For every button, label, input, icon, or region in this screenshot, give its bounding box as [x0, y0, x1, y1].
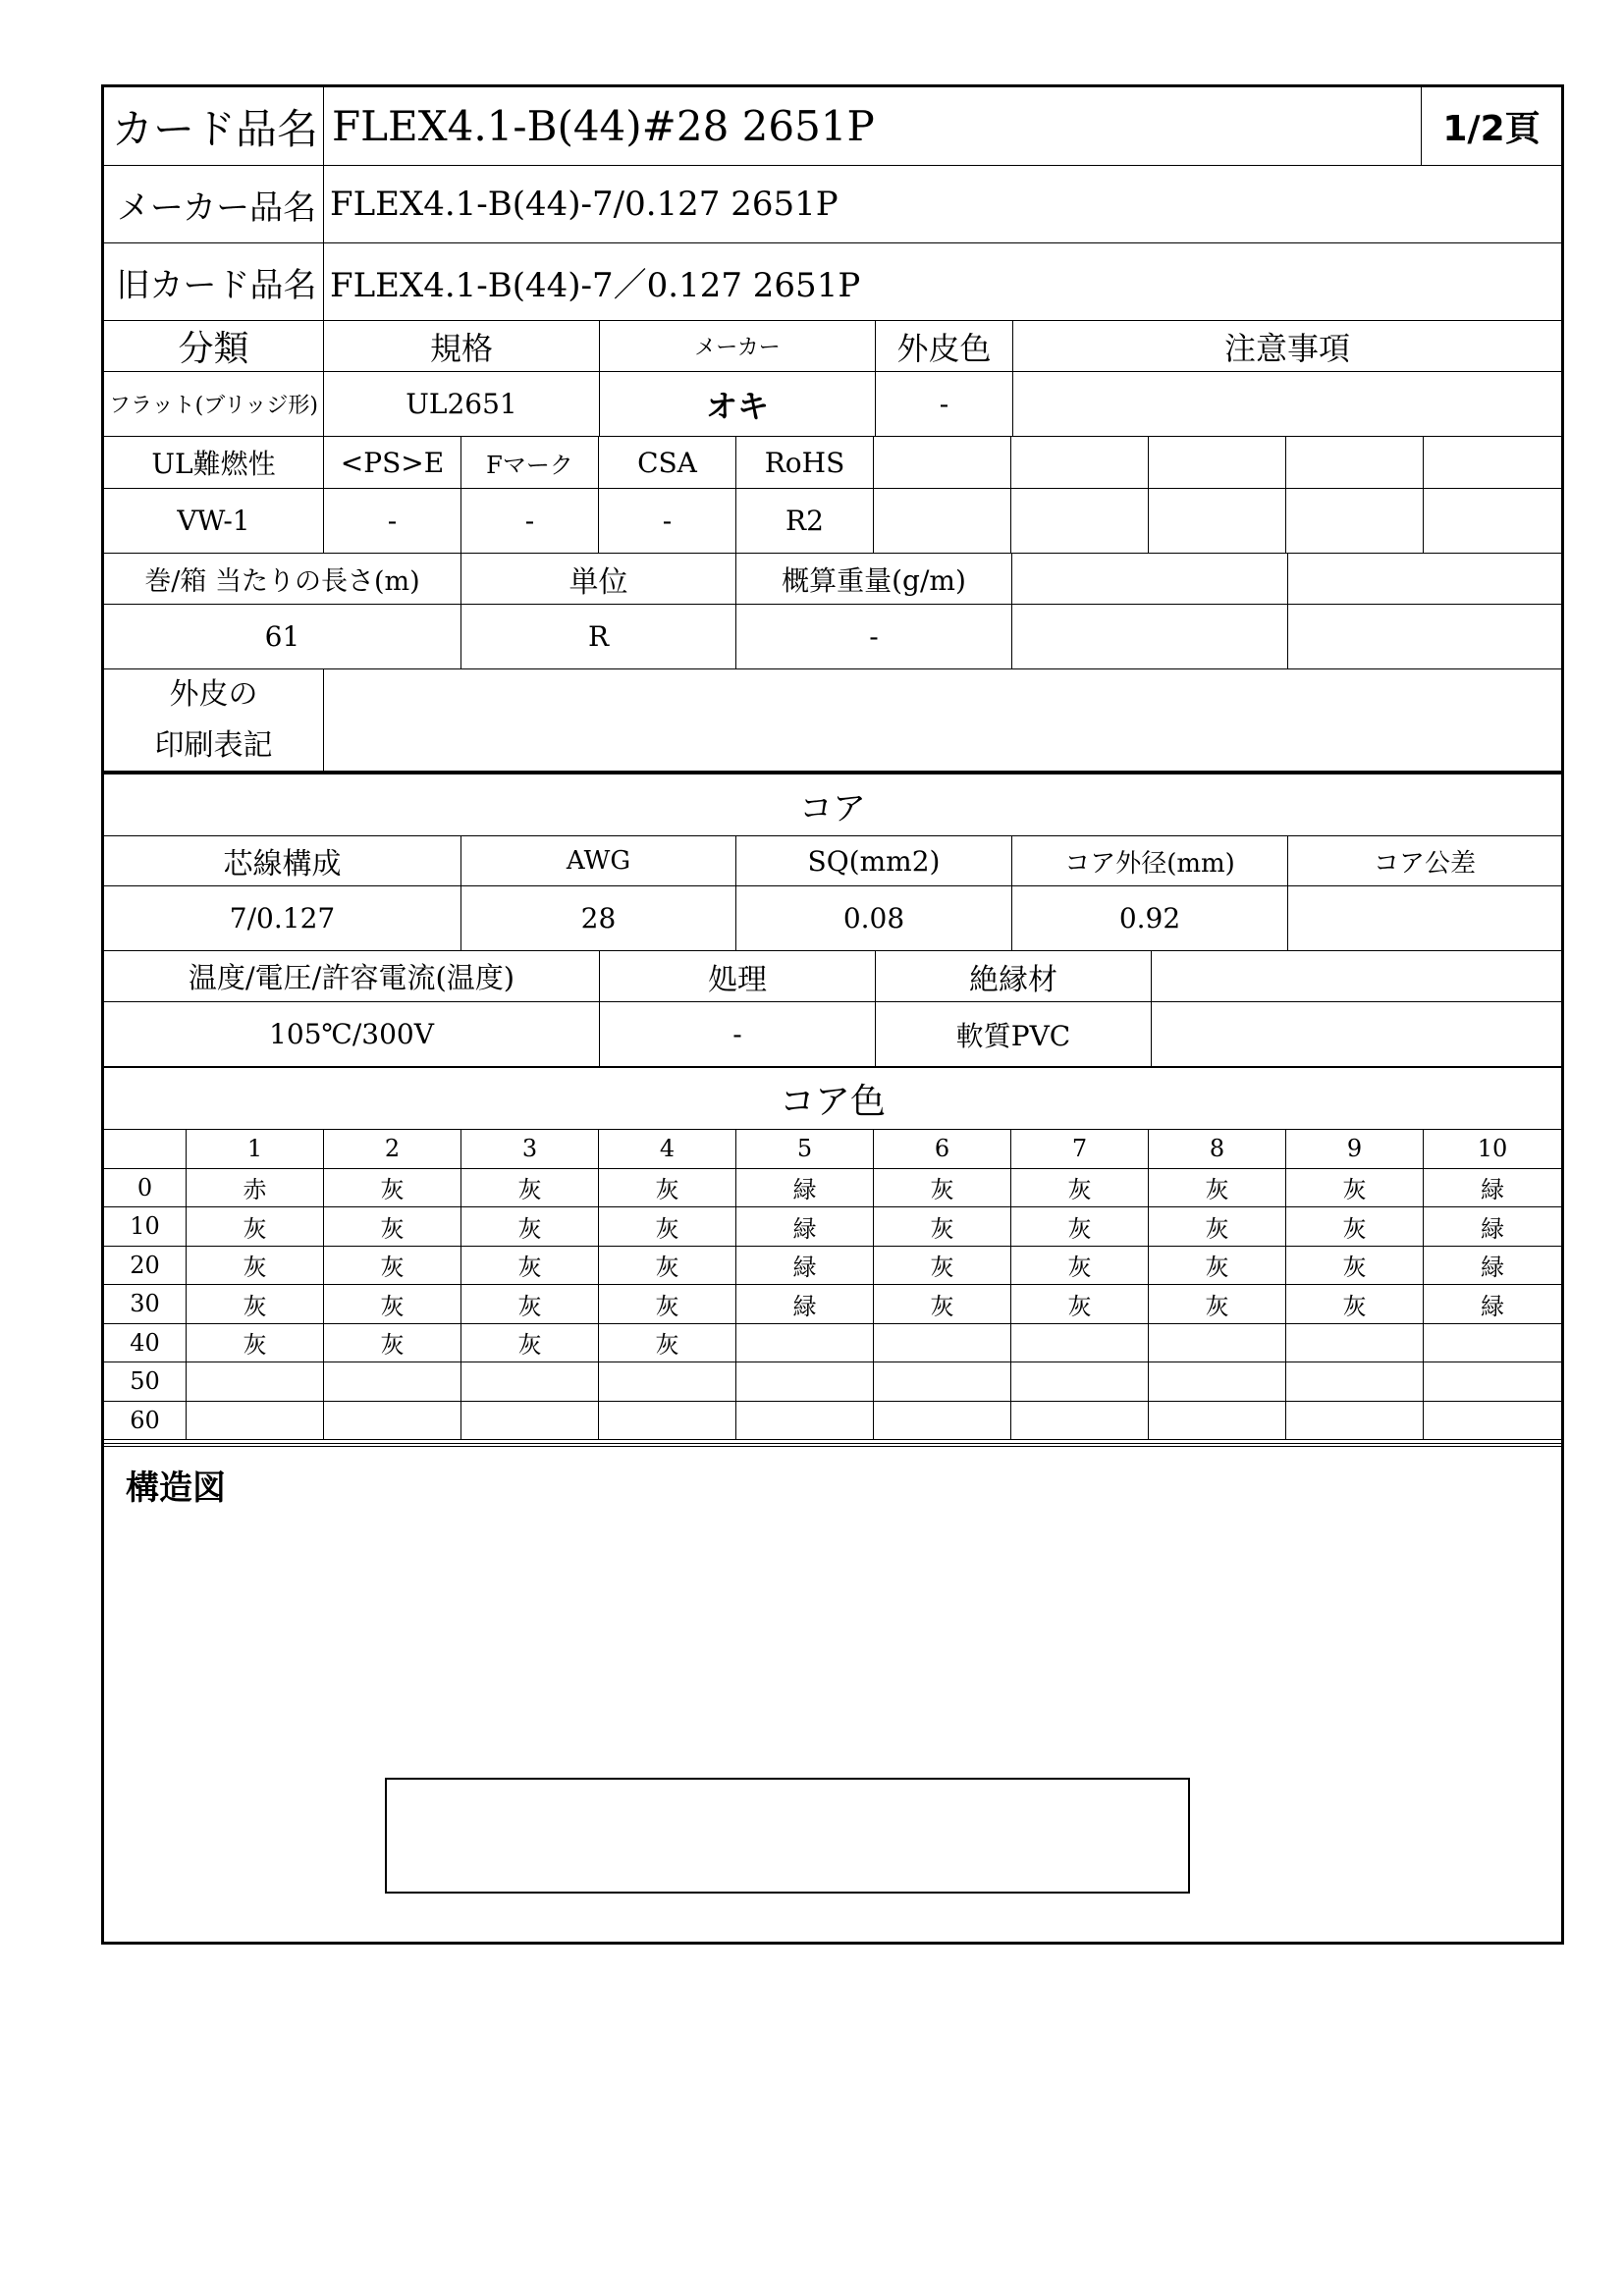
core-color-cell: 灰	[187, 1207, 324, 1247]
insulation-value: 軟質PVC	[876, 1002, 1152, 1067]
core-color-row-label: 0	[104, 1169, 187, 1208]
core-color-cell: 灰	[599, 1207, 736, 1247]
class-header: 分類	[104, 321, 324, 372]
core-color-cell: 緑	[736, 1169, 874, 1208]
core-color-cell: 緑	[1424, 1207, 1561, 1247]
flam-header-6	[874, 437, 1011, 489]
core-color-cell: 灰	[1011, 1285, 1149, 1324]
core-color-cell: 灰	[599, 1324, 736, 1363]
core-color-cell: 灰	[461, 1285, 599, 1324]
core-color-cell: 灰	[187, 1285, 324, 1324]
core-color-cell: 緑	[736, 1285, 874, 1324]
rating-header: 温度/電圧/許容電流(温度)	[104, 951, 600, 1002]
core-color-col-header: 10	[1424, 1130, 1561, 1169]
core-color-cell	[187, 1362, 324, 1402]
structure-box	[385, 1778, 1190, 1894]
length-value: 61	[104, 605, 461, 669]
f-mark-header: Fマーク	[461, 437, 599, 489]
core-color-cell: 灰	[461, 1247, 599, 1286]
core-od-value: 0.92	[1012, 886, 1288, 951]
old-card-name-value: FLEX4.1-B(44)-7／0.127 2651P	[324, 243, 1561, 321]
core-config-value: 7/0.127	[104, 886, 461, 951]
ul-flame-value: VW-1	[104, 489, 324, 554]
core-color-cell	[874, 1362, 1011, 1402]
core-color-col-header: 1	[187, 1130, 324, 1169]
flam-value-8	[1149, 489, 1286, 554]
flam-value-9	[1286, 489, 1424, 554]
unit-value: R	[461, 605, 736, 669]
core-color-row-label: 40	[104, 1324, 187, 1363]
core-color-cell	[1011, 1402, 1149, 1441]
print-value	[324, 669, 1561, 774]
core-color-col-header: 6	[874, 1130, 1011, 1169]
core-color-cell: 灰	[324, 1169, 461, 1208]
core-color-col-header: 2	[324, 1130, 461, 1169]
csa-value: -	[599, 489, 736, 554]
rohs-value: R2	[736, 489, 874, 554]
page-number: 1/2頁	[1422, 87, 1561, 166]
core-color-cell: 灰	[874, 1169, 1011, 1208]
core-color-cell	[1149, 1324, 1286, 1363]
class-value: フラット(ブリッジ形)	[104, 372, 324, 437]
core-color-cell: 灰	[1011, 1207, 1149, 1247]
card-name-label: カード品名	[104, 87, 324, 166]
awg-header: AWG	[461, 836, 736, 886]
rating-header-4	[1152, 951, 1561, 1002]
core-color-cell	[736, 1362, 874, 1402]
core-color-cell: 灰	[1286, 1207, 1424, 1247]
core-od-header: コア外径(mm)	[1012, 836, 1288, 886]
core-color-row-label: 60	[104, 1402, 187, 1441]
core-color-cell: 灰	[461, 1169, 599, 1208]
core-color-row-label: 50	[104, 1362, 187, 1402]
rating-value-4	[1152, 1002, 1561, 1067]
core-color-cell: 灰	[1286, 1247, 1424, 1286]
length-header: 巻/箱 当たりの長さ(m)	[104, 554, 461, 605]
core-color-cell	[736, 1402, 874, 1441]
core-color-row-label: 10	[104, 1207, 187, 1247]
rohs-header: RoHS	[736, 437, 874, 489]
core-color-title: コア色	[104, 1067, 1561, 1130]
core-color-cell: 灰	[1286, 1285, 1424, 1324]
core-color-col-header: 8	[1149, 1130, 1286, 1169]
core-color-row-label: 30	[104, 1285, 187, 1324]
core-title: コア	[104, 774, 1561, 836]
core-color-cell: 灰	[599, 1169, 736, 1208]
length-header-5	[1288, 554, 1561, 605]
flam-header-7	[1011, 437, 1149, 489]
maker-value: オキ	[600, 372, 876, 437]
core-color-cell	[1149, 1402, 1286, 1441]
core-color-cell	[1286, 1362, 1424, 1402]
flam-value-10	[1424, 489, 1561, 554]
core-color-cell: 灰	[1011, 1169, 1149, 1208]
core-color-cell: 灰	[874, 1207, 1011, 1247]
core-color-cell: 緑	[736, 1247, 874, 1286]
core-color-col-header: 9	[1286, 1130, 1424, 1169]
notes-value	[1013, 372, 1561, 437]
core-color-cell	[1424, 1362, 1561, 1402]
sheath-color-header: 外皮色	[876, 321, 1013, 372]
core-color-col-header: 4	[599, 1130, 736, 1169]
maker-name-label: メーカー品名	[104, 166, 324, 243]
card-name-value: FLEX4.1-B(44)#28 2651P	[324, 87, 1422, 166]
core-color-cell: 灰	[1149, 1169, 1286, 1208]
maker-name-value: FLEX4.1-B(44)-7/0.127 2651P	[324, 166, 1561, 243]
flam-header-10	[1424, 437, 1561, 489]
core-config-header: 芯線構成	[104, 836, 461, 886]
length-header-4	[1012, 554, 1288, 605]
flam-header-8	[1149, 437, 1286, 489]
core-color-cell: 緑	[1424, 1247, 1561, 1286]
core-color-cell	[1424, 1324, 1561, 1363]
awg-value: 28	[461, 886, 736, 951]
core-color-cell	[187, 1402, 324, 1441]
print-label-line-2: 印刷表記	[154, 727, 273, 763]
structure-title: 構造図	[126, 1468, 226, 1508]
core-tolerance-header: コア公差	[1288, 836, 1561, 886]
treatment-header: 処理	[600, 951, 876, 1002]
core-color-col-header: 7	[1011, 1130, 1149, 1169]
insulation-header: 絶縁材	[876, 951, 1152, 1002]
standard-value: UL2651	[324, 372, 600, 437]
core-color-cell	[1011, 1324, 1149, 1363]
core-color-cell: 灰	[324, 1324, 461, 1363]
core-color-cell: 灰	[1149, 1207, 1286, 1247]
core-color-cell: 緑	[1424, 1169, 1561, 1208]
core-color-cell: 灰	[874, 1285, 1011, 1324]
core-color-table	[104, 1130, 1561, 1440]
core-color-cell: 緑	[1424, 1285, 1561, 1324]
core-color-corner	[104, 1130, 187, 1169]
core-color-cell: 灰	[187, 1324, 324, 1363]
core-color-cell	[324, 1362, 461, 1402]
core-color-col-header: 3	[461, 1130, 599, 1169]
rating-value: 105℃/300V	[104, 1002, 600, 1067]
f-mark-value: -	[461, 489, 599, 554]
weight-value: -	[736, 605, 1012, 669]
core-color-cell	[599, 1362, 736, 1402]
maker-header: メーカー	[600, 321, 876, 372]
weight-header: 概算重量(g/m)	[736, 554, 1012, 605]
core-color-cell: 赤	[187, 1169, 324, 1208]
core-color-cell: 灰	[599, 1285, 736, 1324]
core-color-col-header: 5	[736, 1130, 874, 1169]
ps-e-header: <PS>E	[324, 437, 461, 489]
core-color-row-label: 20	[104, 1247, 187, 1286]
core-color-cell	[874, 1324, 1011, 1363]
core-color-cell	[874, 1402, 1011, 1441]
flam-value-6	[874, 489, 1011, 554]
sq-value: 0.08	[736, 886, 1012, 951]
core-color-cell	[461, 1362, 599, 1402]
spec-sheet	[101, 84, 1564, 1945]
core-color-cell: 灰	[1149, 1247, 1286, 1286]
notes-header: 注意事項	[1013, 321, 1561, 372]
sq-header: SQ(mm2)	[736, 836, 1012, 886]
core-tolerance-value	[1288, 886, 1561, 951]
core-color-cell: 灰	[874, 1247, 1011, 1286]
core-color-cell: 灰	[187, 1247, 324, 1286]
ul-flame-header: UL難燃性	[104, 437, 324, 489]
core-color-cell: 灰	[461, 1207, 599, 1247]
ps-e-value: -	[324, 489, 461, 554]
core-color-cell: 灰	[461, 1324, 599, 1363]
core-color-cell	[461, 1402, 599, 1441]
core-color-cell: 緑	[736, 1207, 874, 1247]
core-color-cell: 灰	[1011, 1247, 1149, 1286]
csa-header: CSA	[599, 437, 736, 489]
old-card-name-label: 旧カード品名	[104, 243, 324, 321]
unit-header: 単位	[461, 554, 736, 605]
core-color-cell: 灰	[1286, 1169, 1424, 1208]
core-color-cell: 灰	[1149, 1285, 1286, 1324]
core-color-cell	[1149, 1362, 1286, 1402]
sheath-color-value: -	[876, 372, 1013, 437]
core-color-cell	[1286, 1324, 1424, 1363]
core-color-cell: 灰	[324, 1285, 461, 1324]
core-color-cell: 灰	[324, 1247, 461, 1286]
core-color-cell	[736, 1324, 874, 1363]
core-color-cell: 灰	[324, 1207, 461, 1247]
standard-header: 規格	[324, 321, 600, 372]
core-color-cell	[1011, 1362, 1149, 1402]
core-color-cell: 灰	[599, 1247, 736, 1286]
structure-section	[104, 1443, 1561, 1942]
flam-header-9	[1286, 437, 1424, 489]
print-label	[104, 669, 324, 774]
core-color-cell	[1424, 1402, 1561, 1441]
flam-value-7	[1011, 489, 1149, 554]
print-label-line-1: 外皮の	[169, 676, 258, 712]
length-value-5	[1288, 605, 1561, 669]
core-color-cell	[1286, 1402, 1424, 1441]
length-value-4	[1012, 605, 1288, 669]
treatment-value: -	[600, 1002, 876, 1067]
core-color-cell	[324, 1402, 461, 1441]
core-color-cell	[599, 1402, 736, 1441]
